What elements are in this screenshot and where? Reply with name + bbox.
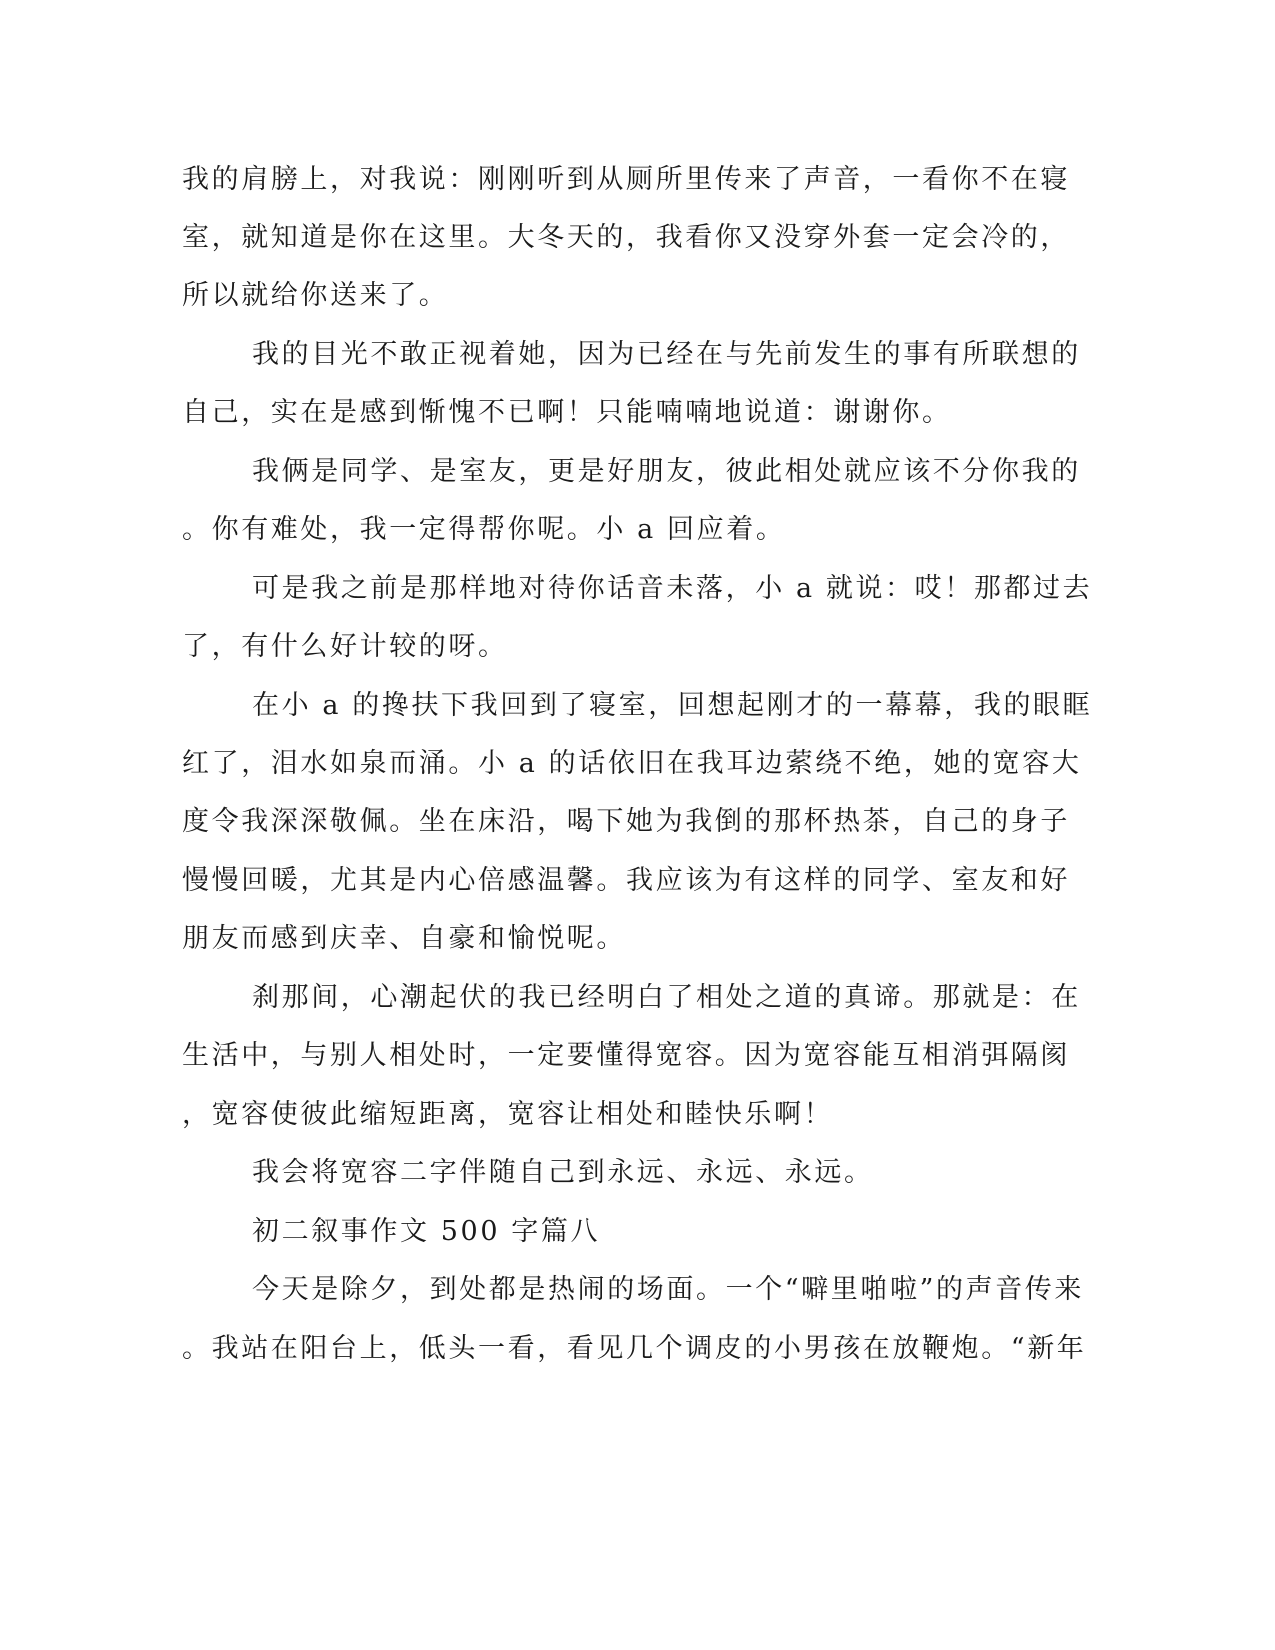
text-line-5: 自己，实在是感到惭愧不已啊！只能喃喃地说道：谢谢你。 [182,397,952,428]
text-line-17: ，宽容使彼此缩短距离，宽容让相处和睦快乐啊！ [182,1099,834,1130]
text-line-12: 度令我深深敬佩。坐在床沿，喝下她为我倒的那杯热茶，自己的身子 [182,806,1070,837]
text-line-16: 生活中，与别人相处时，一定要懂得宽容。因为宽容能互相消弭隔阂 [182,1040,1070,1071]
text-line-14: 朋友而感到庆幸、自豪和愉悦呢。 [182,923,626,954]
text-line-9: 了，有什么好计较的呀。 [182,631,508,662]
text-line-21: 。我站在阳台上，低头一看，看见几个调皮的小男孩在放鞭炮。“新年 [182,1333,1087,1364]
text-line-1: 我的肩膀上，对我说：刚刚听到从厕所里传来了声音，一看你不在寝 [182,164,1070,195]
text-line-11: 红了，泪水如泉而涌。小 a 的话依旧在我耳边萦绕不绝，她的宽容大 [182,748,1082,779]
text-line-13: 慢慢回暖，尤其是内心倍感温馨。我应该为有这样的同学、室友和好 [182,865,1070,896]
paragraph-start-line: 今天是除夕，到处都是热闹的场面。一个“噼里啪啦”的声音传来 [252,1274,1085,1305]
text-line-3: 所以就给你送来了。 [182,280,449,311]
paragraph-start-line: 在小 a 的搀扶下我回到了寝室，回想起刚才的一幕幕，我的眼眶 [252,690,1093,721]
text-line-2: 室，就知道是你在这里。大冬天的，我看你又没穿外套一定会冷的， [182,222,1070,253]
paragraph-start-line: 可是我之前是那样地对待你话音未落，小 a 就说：哎！那都过去 [252,573,1093,604]
paragraph-start-line: 我会将宽容二字伴随自己到永远、永远、永远。 [252,1157,874,1188]
paragraph-start-line: 刹那间，心潮起伏的我已经明白了相处之道的真谛。那就是：在 [252,982,1081,1013]
section-heading: 初二叙事作文 500 字篇八 [252,1216,601,1247]
text-line-7: 。你有难处，我一定得帮你呢。小 a 回应着。 [182,514,786,545]
paragraph-start-line: 我的目光不敢正视着她，因为已经在与先前发生的事有所联想的 [252,339,1081,370]
paragraph-start-line: 我俩是同学、是室友，更是好朋友，彼此相处就应该不分你我的 [252,456,1081,487]
